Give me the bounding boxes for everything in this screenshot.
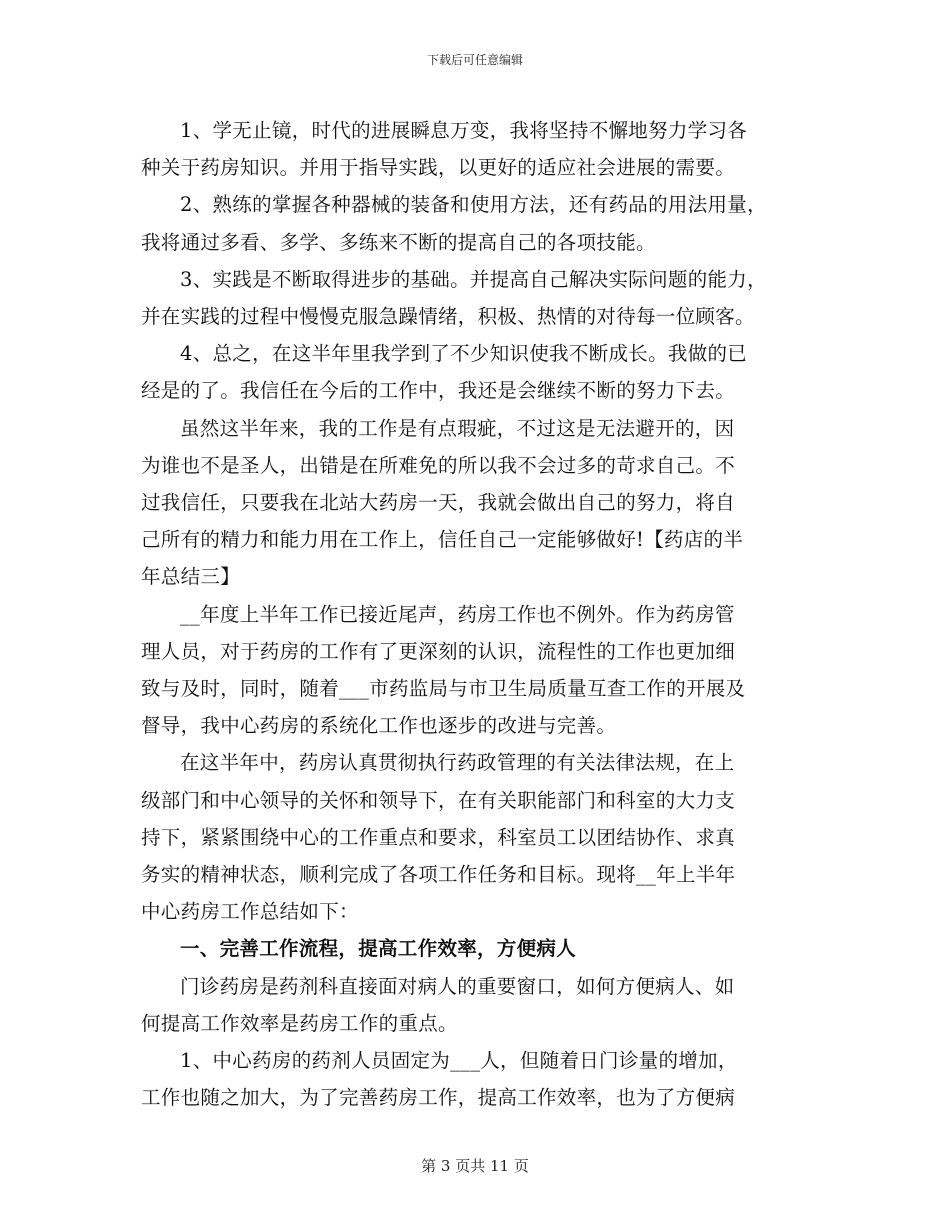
text-line: 并在实践的过程中慢慢克服急躁情绪，积极、热情的对待每一位顾客。 bbox=[141, 305, 755, 329]
text-line: 种关于药房知识。并用于指导实践，以更好的适应社会进展的需要。 bbox=[141, 156, 736, 180]
paragraph bbox=[141, 1042, 821, 1116]
page-number: 第 3 页共 11 页 bbox=[421, 1157, 529, 1175]
paragraph bbox=[141, 410, 821, 596]
text-line: 中心药房工作总结如下： bbox=[141, 900, 359, 924]
paragraph bbox=[141, 186, 821, 260]
text-line: 己所有的精力和能力用在工作上，信任自己一定能够做好!【药店的半 bbox=[141, 528, 744, 552]
paragraph bbox=[141, 596, 821, 745]
page-header: 下载后可任意编辑 bbox=[426, 53, 523, 67]
text-line: 年总结三】 bbox=[141, 565, 241, 589]
text-line: 何提高工作效率是药房工作的重点。 bbox=[141, 1011, 458, 1035]
text-line: 1、学无止镜，时代的进展瞬息万变，我将坚持不懈地努力学习各 bbox=[180, 119, 748, 142]
text-line: 过我信任，只要我在北站大药房一天，我就会做出自己的努力，将自 bbox=[141, 491, 736, 515]
text-line: 工作也随之加大，为了完善药房工作，提高工作效率，也为了方便病 bbox=[141, 1086, 736, 1110]
text-line: 4、总之，在这半年里我学到了不少知识使我不断成长。我做的已 bbox=[180, 342, 748, 366]
text-line: 我将通过多看、多学、多练来不断的提高自己的各项技能。 bbox=[141, 230, 656, 254]
text-line: 在这半年中，药房认真贯彻执行药政管理的有关法律法规，在上 bbox=[180, 751, 735, 775]
text-line: 督导，我中心药房的系统化工作也逐步的改进与完善。 bbox=[141, 714, 617, 738]
text-line: 1、中心药房的药剂人员固定为___人，但随着日门诊量的增加， bbox=[180, 1049, 738, 1073]
text-line: 理人员，对于药房的工作有了更深刻的认识，流程性的工作也更加细 bbox=[141, 639, 736, 663]
text-line: 务实的精神状态，顺利完成了各项工作任务和目标。现将__年上半年 bbox=[141, 863, 736, 887]
paragraph bbox=[141, 112, 821, 186]
text-line: 致与及时，同时，随着___市药监局与市卫生局质量互查工作的开展及 bbox=[141, 677, 746, 701]
section-heading bbox=[141, 930, 821, 967]
text-line: 持下，紧紧围绕中心的工作重点和要求，科室员工以团结协作、求真 bbox=[141, 825, 736, 849]
paragraph bbox=[141, 261, 821, 335]
heading-line: 一、完善工作流程，提高工作效率，方便病人 bbox=[180, 937, 577, 961]
text-line: 3、实践是不断取得进步的基础。并提高自己解决实际问题的能力， bbox=[180, 267, 767, 291]
text-line: __年度上半年工作已接近尾声，药房工作也不例外。作为药房管 bbox=[180, 602, 735, 626]
text-line: 级部门和中心领导的关怀和领导下，在有关职能部门和科室的大力支 bbox=[141, 788, 736, 812]
text-line: 经是的了。我信任在今后的工作中，我还是会继续不断的努力下去。 bbox=[141, 379, 736, 403]
text-line: 虽然这半年来，我的工作是有点瑕疵，不过这是无法避开的，因 bbox=[180, 416, 735, 440]
paragraph bbox=[141, 335, 821, 409]
text-line: 2、熟练的掌握各种器械的装备和使用方法，还有药品的用法用量， bbox=[180, 193, 767, 217]
document-body bbox=[141, 112, 821, 1116]
text-line: 为谁也不是圣人，出错是在所难免的所以我不会过多的苛求自己。不 bbox=[141, 453, 736, 477]
text-line: 门诊药房是药剂科直接面对病人的重要窗口，如何方便病人、如 bbox=[180, 974, 735, 998]
paragraph bbox=[141, 968, 821, 1042]
paragraph bbox=[141, 744, 821, 930]
